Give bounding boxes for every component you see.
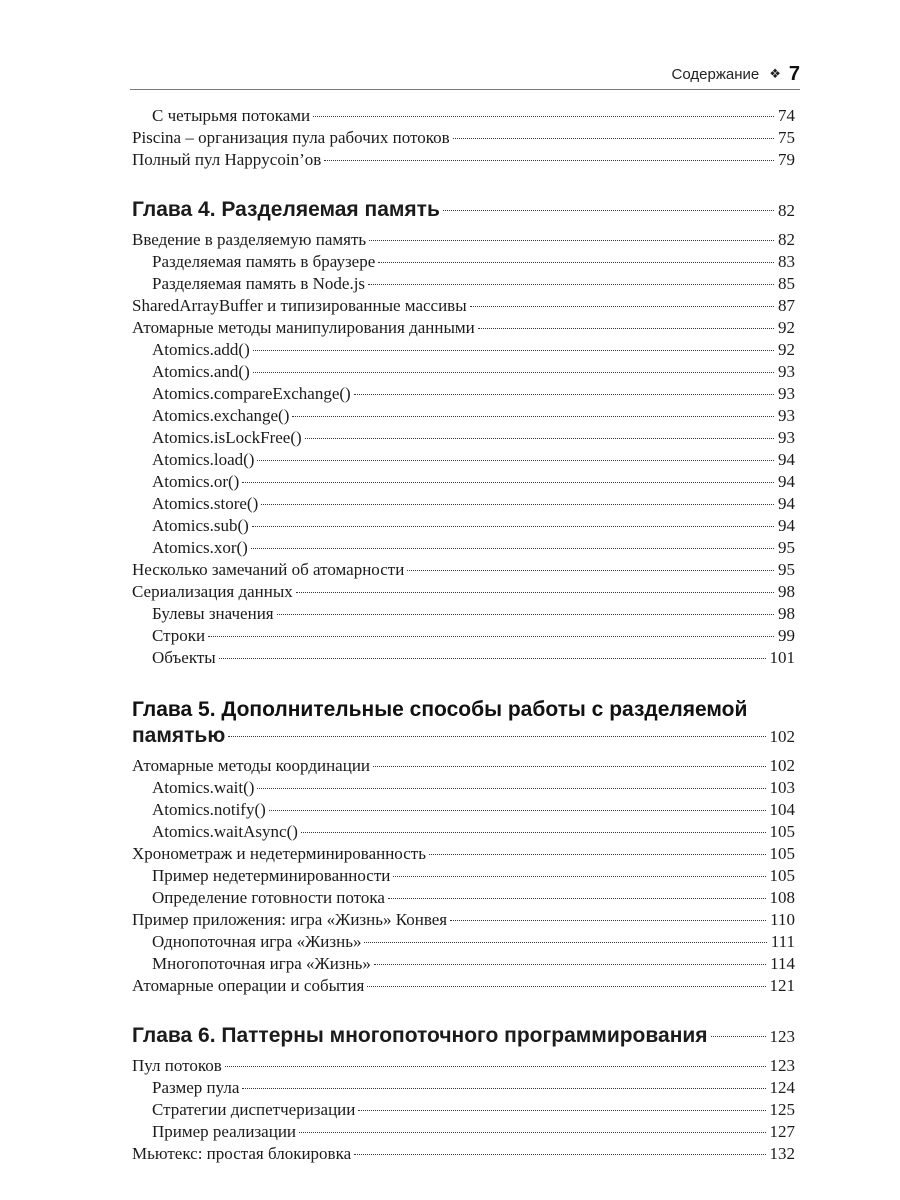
chapter-heading-row[interactable]	[132, 198, 795, 226]
toc-entry-title: Введение в разделяемую память	[132, 230, 367, 249]
toc-entry-page: 105	[769, 822, 795, 841]
toc-entry-page: 127	[769, 1122, 795, 1141]
toc-subentry[interactable]	[132, 428, 795, 450]
page-number: 7	[788, 62, 800, 85]
toc-entry[interactable]	[132, 128, 795, 150]
toc-entry-page: 95	[778, 538, 795, 557]
toc-entry-title: Atomics.compareExchange()	[152, 384, 351, 403]
toc-entry-page: 95	[778, 560, 795, 579]
toc-subentry[interactable]	[132, 604, 795, 626]
chapter-page: 82	[778, 201, 795, 220]
toc-subentry[interactable]	[132, 1100, 795, 1122]
toc-subentry[interactable]	[132, 494, 795, 516]
toc-entry-page: 125	[769, 1100, 795, 1119]
toc-entry-title: Сериализация данных	[132, 582, 293, 601]
toc-entry-title: Булевы значения	[152, 604, 274, 623]
toc-entry-page: 101	[769, 648, 795, 667]
dot-leader	[251, 548, 774, 549]
toc-entry-page: 74	[778, 106, 795, 125]
toc-entry-title: Atomics.load()	[152, 450, 255, 469]
toc-entry-title: Пул потоков	[132, 1056, 222, 1075]
toc-entry-title: Atomics.or()	[152, 472, 240, 491]
dot-leader	[453, 138, 774, 139]
toc-subentry[interactable]	[132, 472, 795, 494]
chapter-title: Глава 4. Разделяемая память	[132, 198, 440, 221]
toc-entry-title: Мьютекс: простая блокировка	[132, 1144, 352, 1163]
dot-leader	[429, 854, 766, 855]
toc-entry-page: 82	[778, 230, 795, 249]
running-header	[130, 60, 800, 88]
toc-entry-title: Atomics.waitAsync()	[152, 822, 298, 841]
toc-entry-page: 94	[778, 516, 795, 535]
dot-leader	[374, 964, 766, 965]
dot-leader	[228, 736, 765, 737]
toc-entry-title: Полный пул Happycoin’ов	[132, 150, 322, 169]
toc-entry-page: 75	[778, 128, 795, 147]
dot-leader	[253, 372, 774, 373]
dot-leader	[299, 1132, 765, 1133]
dot-leader	[301, 832, 766, 833]
toc-entry-title: Atomics.sub()	[152, 516, 249, 535]
toc-entry-title: Стратегии диспетчеризации	[152, 1100, 356, 1119]
toc-entry-title: Atomics.and()	[152, 362, 250, 381]
chapter-page: 123	[769, 1027, 795, 1046]
toc-entry-page: 85	[778, 274, 795, 293]
dot-leader	[257, 460, 774, 461]
toc-entry-title: Многопоточная игра «Жизнь»	[152, 954, 371, 973]
toc-entry-title: Размер пула	[152, 1078, 240, 1097]
toc-entry-page: 114	[770, 954, 795, 973]
toc-entry-title: Atomics.xor()	[152, 538, 248, 557]
toc-entry[interactable]	[132, 1056, 795, 1078]
toc-entry-title: SharedArrayBuffer и типизированные массивы	[132, 296, 467, 315]
dot-leader	[367, 986, 765, 987]
toc-entry-title: Atomics.add()	[152, 340, 250, 359]
dot-leader	[313, 116, 774, 117]
toc-section-top	[132, 106, 795, 172]
toc-entry-page: 92	[778, 318, 795, 337]
toc-entry-page: 121	[769, 976, 795, 995]
toc-subentry[interactable]	[132, 800, 795, 822]
dot-leader	[242, 482, 774, 483]
toc-entry-page: 104	[769, 800, 795, 819]
toc-entry-page: 93	[778, 362, 795, 381]
toc-entry-title: Строки	[152, 626, 206, 645]
toc-entry-page: 83	[778, 252, 795, 271]
dot-leader	[470, 306, 774, 307]
toc-subentry[interactable]	[132, 1078, 795, 1100]
toc-entry-title: Пример реализации	[152, 1122, 297, 1141]
toc-subentry[interactable]	[132, 516, 795, 538]
dot-leader	[450, 920, 766, 921]
dot-leader	[253, 350, 774, 351]
toc-entry-title: Атомарные методы координации	[132, 756, 371, 775]
chapter-title-line-1[interactable]: Глава 5. Дополнительные способы работы с разделяемой	[132, 698, 748, 721]
dot-leader	[364, 942, 766, 943]
dot-leader	[292, 416, 774, 417]
dot-leader	[225, 1066, 766, 1067]
toc-entry-page: 108	[769, 888, 795, 907]
dot-leader	[277, 614, 774, 615]
toc-subentry[interactable]	[132, 384, 795, 406]
dot-leader	[393, 876, 765, 877]
dot-leader	[407, 570, 774, 571]
toc-entry-page: 92	[778, 340, 795, 359]
toc-subentry[interactable]	[132, 362, 795, 384]
toc-entry-title: Определение готовности потока	[152, 888, 385, 907]
toc-subentry[interactable]	[132, 450, 795, 472]
toc-entry[interactable]	[132, 560, 795, 582]
dot-leader	[388, 898, 766, 899]
toc-entry-title: Atomics.notify()	[152, 800, 266, 819]
toc-entry-page: 94	[778, 450, 795, 469]
dot-leader	[242, 1088, 765, 1089]
toc-entry-title: Объекты	[152, 648, 216, 667]
chapter-4-entries	[132, 230, 795, 670]
toc-subentry[interactable]	[132, 106, 795, 128]
toc-entry-page: 93	[778, 428, 795, 447]
toc-entry-title: Пример недетерминированности	[152, 866, 391, 885]
dot-leader	[257, 788, 765, 789]
toc-subentry[interactable]	[132, 954, 795, 976]
toc-entry-page: 102	[769, 756, 795, 775]
toc-entry-title: Хронометраж и недетерминированность	[132, 844, 426, 863]
toc-subentry[interactable]	[132, 406, 795, 428]
dot-leader	[208, 636, 774, 637]
toc-subentry[interactable]	[132, 866, 795, 888]
chapter-4	[132, 198, 795, 226]
toc-subentry[interactable]	[132, 822, 795, 844]
toc-entry-page: 79	[778, 150, 795, 169]
toc-entry-title: Пример приложения: игра «Жизнь» Конвея	[132, 910, 448, 929]
dot-leader	[711, 1036, 766, 1037]
toc-entry-title: Atomics.store()	[152, 494, 259, 513]
toc-entry-title: Atomics.wait()	[152, 778, 255, 797]
chapter-page: 102	[769, 727, 795, 746]
dot-leader	[478, 328, 774, 329]
toc-entry[interactable]	[132, 1144, 795, 1166]
dot-leader	[354, 1154, 765, 1155]
toc-entry[interactable]	[132, 230, 795, 252]
toc-subentry[interactable]	[132, 538, 795, 560]
dot-leader	[368, 284, 774, 285]
toc-entry-title: Atomics.isLockFree()	[152, 428, 302, 447]
toc-entry-page: 103	[769, 778, 795, 797]
toc-entry-page: 111	[770, 932, 795, 951]
chapter-title-line-2: памятью	[132, 724, 226, 747]
toc-entry[interactable]	[132, 910, 795, 932]
toc-entry[interactable]	[132, 150, 795, 172]
toc-entry-page: 132	[769, 1144, 795, 1163]
dot-leader	[261, 504, 774, 505]
toc-entry-page: 93	[778, 384, 795, 403]
header-rule	[130, 89, 800, 90]
dot-leader	[252, 526, 774, 527]
toc-subentry[interactable]	[132, 1122, 795, 1144]
toc-entry[interactable]	[132, 582, 795, 604]
toc-entry-page: 93	[778, 406, 795, 425]
dot-leader	[269, 810, 766, 811]
toc-entry-page: 94	[778, 494, 795, 513]
toc-entry[interactable]	[132, 976, 795, 998]
toc-entry-title: Атомарные методы манипулирования данными	[132, 318, 475, 337]
toc-entry[interactable]	[132, 844, 795, 866]
toc-subentry[interactable]	[132, 648, 795, 670]
dot-leader	[378, 262, 774, 263]
toc-subentry[interactable]	[132, 626, 795, 648]
toc-entry-title: С четырьмя потоками	[152, 106, 311, 125]
dot-leader	[296, 592, 774, 593]
toc-entry-title: Разделяемая память в браузере	[152, 252, 376, 271]
dot-leader	[354, 394, 774, 395]
chapter-5	[132, 696, 795, 752]
toc-subentry[interactable]	[132, 778, 795, 800]
toc-subentry[interactable]	[132, 252, 795, 274]
chapter-6	[132, 1024, 795, 1052]
toc-entry-title: Piscina – организация пула рабочих потоков	[132, 128, 450, 147]
toc-entry-page: 98	[778, 582, 795, 601]
dot-leader	[324, 160, 774, 161]
dot-leader	[358, 1110, 765, 1111]
chapter-heading-row[interactable]	[132, 1024, 795, 1052]
dot-leader	[443, 210, 774, 211]
toc-entry-page: 87	[778, 296, 795, 315]
toc-entry-page: 123	[769, 1056, 795, 1075]
toc-entry[interactable]	[132, 756, 795, 778]
toc-entry-page: 105	[769, 844, 795, 863]
dot-leader	[305, 438, 774, 439]
toc-entry-page: 110	[770, 910, 795, 929]
toc-entry-title: Atomics.exchange()	[152, 406, 290, 425]
running-header-section: Содержание	[671, 65, 760, 83]
toc-entry-title: Несколько замечаний об атомарности	[132, 560, 405, 579]
toc-entry[interactable]	[132, 318, 795, 340]
toc-subentry[interactable]	[132, 340, 795, 362]
chapter-6-entries	[132, 1056, 795, 1166]
toc-entry-page: 105	[769, 866, 795, 885]
toc-subentry[interactable]	[132, 888, 795, 910]
toc-subentry[interactable]	[132, 932, 795, 954]
dot-leader	[369, 240, 774, 241]
dot-leader	[373, 766, 765, 767]
toc-entry-title: Однопоточная игра «Жизнь»	[152, 932, 362, 951]
toc-entry-page: 98	[778, 604, 795, 623]
chapter-5-entries	[132, 756, 795, 998]
toc-entry[interactable]	[132, 296, 795, 318]
toc-entry-title: Атомарные операции и события	[132, 976, 365, 995]
dot-leader	[219, 658, 766, 659]
toc-entry-title: Разделяемая память в Node.js	[152, 274, 366, 293]
toc-entry-page: 94	[778, 472, 795, 491]
chapter-heading-row[interactable]	[132, 724, 795, 752]
toc-entry-page: 124	[769, 1078, 795, 1097]
chapter-title: Глава 6. Паттерны многопоточного программирования	[132, 1024, 708, 1047]
table-of-contents	[132, 106, 795, 1166]
diamond-ornament-icon: ❖	[769, 66, 781, 81]
toc-entry-page: 99	[778, 626, 795, 645]
toc-subentry[interactable]	[132, 274, 795, 296]
